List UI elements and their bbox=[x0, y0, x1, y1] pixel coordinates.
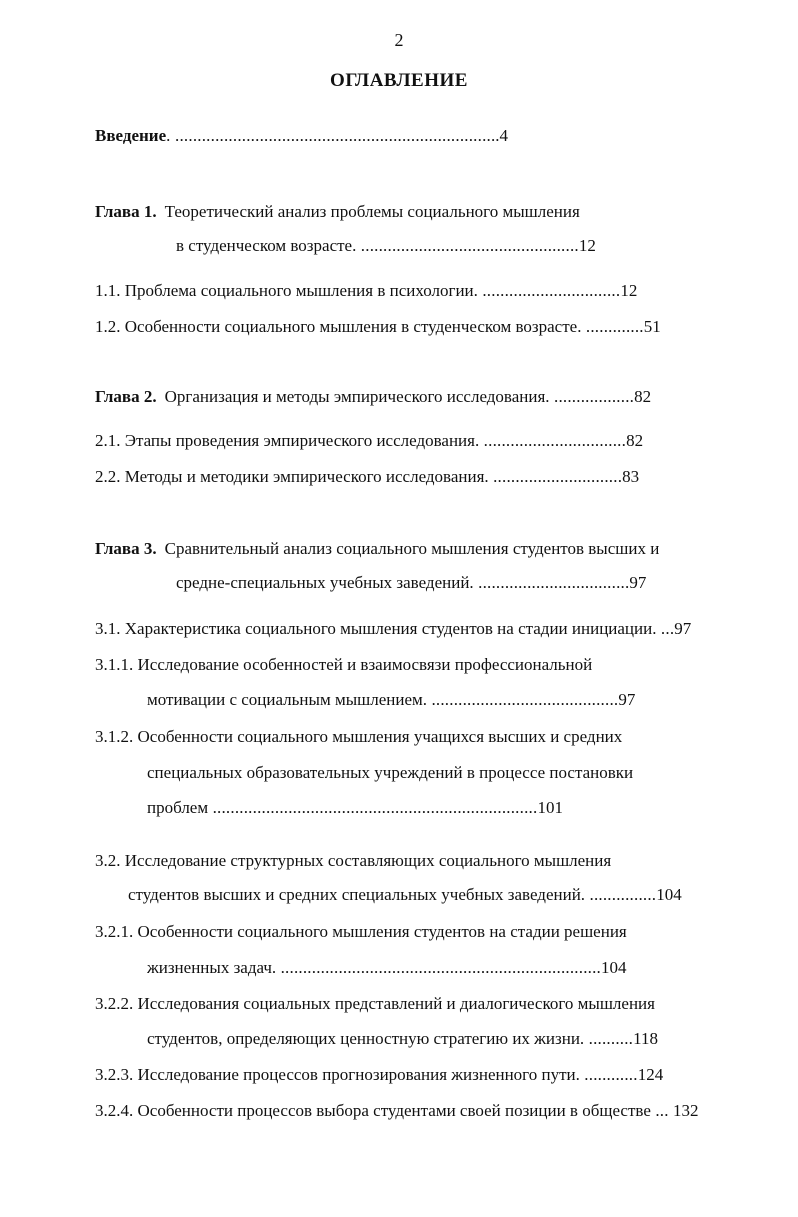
toc-text: 3.1.1. Исследование особенностей и взаимосвязи профессиональной bbox=[95, 655, 593, 674]
toc-text: специальных образовательных учреждений в процессе постановки bbox=[147, 763, 634, 782]
toc-text: 3.2. Исследование структурных составляющих социального мышления bbox=[95, 851, 612, 870]
toc-dots: ............. bbox=[581, 317, 644, 336]
toc-dots: ............ bbox=[579, 1065, 638, 1084]
toc-dots: ... bbox=[650, 1101, 669, 1120]
toc-text: 3.2.4. Особенности процессов выбора студентами своей позиции в обществе bbox=[95, 1101, 651, 1120]
toc-page: 97 bbox=[629, 573, 647, 592]
toc-text: 1.1. Проблема социального мышления в психологии. bbox=[95, 281, 478, 300]
toc-label: Введение bbox=[95, 126, 167, 145]
toc-page: 104 bbox=[601, 958, 627, 977]
toc-section-2-2 bbox=[95, 466, 765, 488]
toc-dots: ......................................................................... bbox=[208, 798, 538, 817]
page-number: 2 bbox=[394, 30, 404, 50]
toc-section-1-2 bbox=[95, 316, 765, 338]
toc-dots: .......... bbox=[584, 1029, 634, 1048]
toc-text: мотивации с социальным мышлением. bbox=[147, 690, 427, 709]
toc-dots: ................................ bbox=[479, 431, 627, 450]
toc-text: Организация и методы эмпирического исследования. bbox=[164, 387, 550, 406]
toc-section-3-2-2-continuation bbox=[147, 1028, 765, 1050]
toc-page: 82 bbox=[634, 387, 652, 406]
toc-page: 83 bbox=[622, 467, 640, 486]
toc-section-3-1-2-line2 bbox=[147, 762, 765, 784]
toc-text: 1.2. Особенности социального мышления в студенческом возрасте. bbox=[95, 317, 582, 336]
toc-section-3-2-heading bbox=[95, 850, 765, 872]
toc-text: средне-специальных учебных заведений. bbox=[176, 573, 474, 592]
toc-chapter-1-heading bbox=[95, 201, 765, 223]
chapter-prefix: Глава 3. bbox=[95, 539, 157, 558]
toc-page: 12 bbox=[620, 281, 638, 300]
toc-page: 101 bbox=[537, 798, 563, 817]
toc-page: 51 bbox=[643, 317, 661, 336]
toc-text: Сравнительный анализ социального мышления студентов высших и bbox=[164, 539, 660, 558]
toc-chapter-3-continuation bbox=[176, 572, 765, 594]
toc-dots: .................................. bbox=[473, 573, 630, 592]
toc-dots: ............................... bbox=[477, 281, 621, 300]
toc-dots: ............... bbox=[585, 885, 657, 904]
toc-dots: . ....................................................................... bbox=[166, 126, 491, 145]
toc-section-1-1 bbox=[95, 280, 765, 302]
chapter-prefix: Глава 2. bbox=[95, 387, 157, 406]
toc-page: 124 bbox=[637, 1065, 664, 1084]
toc-dots: ........................................................................ bbox=[276, 958, 602, 977]
toc-text: студентов высших и средних специальных учебных заведений. bbox=[128, 885, 586, 904]
toc-chapter-2 bbox=[95, 386, 765, 408]
toc-section-3-1-1-heading bbox=[95, 654, 765, 676]
toc-section-3-2-2-heading bbox=[95, 993, 765, 1015]
toc-chapter-3-heading bbox=[95, 538, 765, 560]
toc-text: 3.2.3. Исследование процессов прогнозирования жизненного пути. bbox=[95, 1065, 580, 1084]
toc-text: 2.2. Методы и методики эмпирического исследования. bbox=[95, 467, 489, 486]
toc-text: 3.2.2. Исследования социальных представлений и диалогического мышления bbox=[95, 994, 655, 1013]
toc-dots: .................. bbox=[549, 387, 635, 406]
toc-page: 97 bbox=[674, 619, 692, 638]
toc-page: 132 bbox=[672, 1101, 699, 1120]
toc-text: проблем bbox=[147, 798, 209, 817]
toc-section-3-2-1-heading bbox=[95, 921, 765, 943]
toc-section-3-2-1-continuation bbox=[147, 957, 765, 979]
toc-section-3-1-1-continuation bbox=[147, 689, 765, 711]
toc-text: жизненных задач. bbox=[147, 958, 277, 977]
toc-text: 3.1.2. Особенности социального мышления учащихся высших и средних bbox=[95, 727, 623, 746]
toc-page: 12 bbox=[578, 236, 596, 255]
toc-text: 3.1. Характеристика социального мышления студентов на стадии инициации. bbox=[95, 619, 657, 638]
toc-page: 118 bbox=[633, 1029, 659, 1048]
toc-dots: ... bbox=[656, 619, 675, 638]
toc-section-3-1-2-heading bbox=[95, 726, 765, 748]
toc-text: в студенческом возрасте. bbox=[176, 236, 357, 255]
chapter-prefix: Глава 1. bbox=[95, 202, 157, 221]
toc-text: 2.1. Этапы проведения эмпирического исследования. bbox=[95, 431, 480, 450]
toc-text: Теоретический анализ проблемы социального мышления bbox=[164, 202, 580, 221]
toc-page: ..4 bbox=[490, 126, 508, 145]
toc-dots: .......................................... bbox=[427, 690, 619, 709]
toc-section-2-1 bbox=[95, 430, 765, 452]
toc-entry-intro bbox=[95, 125, 765, 147]
toc-chapter-1-continuation bbox=[176, 235, 765, 257]
toc-section-3-1 bbox=[95, 618, 765, 640]
toc-page: 104 bbox=[656, 885, 682, 904]
toc-text: студентов, определяющих ценностную стратегию их жизни. bbox=[147, 1029, 585, 1048]
toc-text: 3.2.1. Особенности социального мышления студентов на стадии решения bbox=[95, 922, 627, 941]
page-title: ОГЛАВЛЕНИЕ bbox=[330, 70, 468, 91]
toc-section-3-1-2-line3 bbox=[147, 797, 765, 819]
toc-section-3-2-3 bbox=[95, 1064, 765, 1086]
toc-page: 82 bbox=[626, 431, 644, 450]
toc-section-3-2-continuation bbox=[128, 884, 765, 906]
toc-page: 97 bbox=[618, 690, 636, 709]
toc-dots: ................................................. bbox=[356, 236, 579, 255]
toc-section-3-2-4 bbox=[95, 1100, 765, 1122]
toc-dots: ............................. bbox=[488, 467, 623, 486]
